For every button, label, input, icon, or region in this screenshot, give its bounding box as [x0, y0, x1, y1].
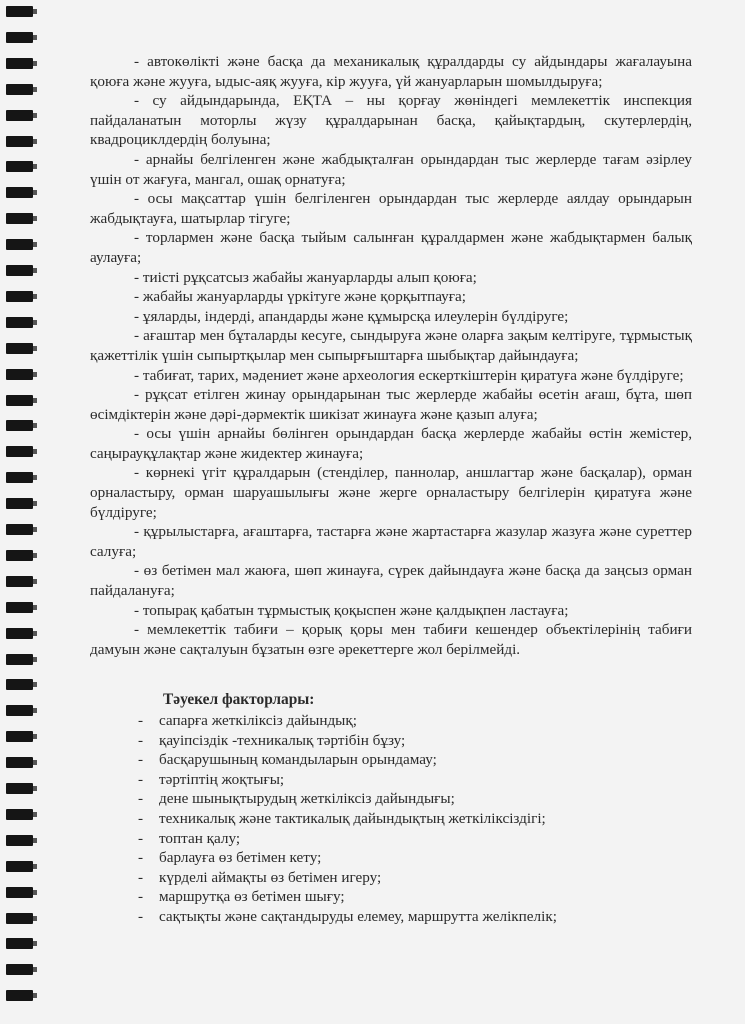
binding-hole [6, 731, 33, 742]
prohibition-item: - тиісті рұқсатсыз жабайы жануарларды алып қоюға; [134, 268, 477, 286]
bullet-dash: - [138, 712, 144, 729]
risk-factor-text: қауіпсіздік -техникалық тәртібін бұзу; [159, 731, 406, 749]
binding-hole [6, 524, 33, 535]
risk-factor-item [90, 809, 692, 829]
binding-hole [6, 679, 33, 690]
binding-hole [6, 628, 33, 639]
binding-hole [6, 938, 33, 949]
risk-factor-item [90, 789, 692, 809]
risk-factor-item [90, 907, 692, 927]
binding-hole [6, 705, 33, 716]
binding-hole [6, 317, 33, 328]
prohibition-item: - арнайы белгіленген және жабдықталған орындардан тыс жерлерде тағам әзірлеу үшін от жағуға, мангал, ошақ орнатуға; [90, 150, 692, 188]
bullet-dash: - [138, 809, 144, 827]
binding-hole [6, 213, 33, 224]
binding-hole [6, 576, 33, 587]
binding-hole [6, 861, 33, 872]
binding-hole [6, 187, 33, 198]
binding-hole [6, 110, 33, 121]
risk-factor-text: күрделі аймақты өз бетімен игеру; [159, 868, 382, 886]
risk-factor-item [90, 848, 692, 868]
binding-hole [6, 446, 33, 457]
prohibition-item: - осы мақсаттар үшін белгіленген орындардан тыс жерлерде аялдау орындарын жабдықтауға, шатырлар тігуге; [90, 190, 692, 227]
binding-hole [6, 420, 33, 431]
binding-hole [6, 84, 33, 95]
binding-hole [6, 395, 33, 406]
binding-hole [6, 369, 33, 380]
risk-factor-text: техникалық және тактикалық дайындықтың жеткіліксіздігі; [159, 809, 546, 827]
bullet-dash: - [138, 751, 144, 769]
binding-hole [6, 136, 33, 147]
prohibition-item: - көрнекі үгіт құралдарын (стендiлер, паннолар, аншлагтар және басқалар), орман орналастыру, орман шаруашылығы және жерге орналастыру белгілерін қиратуға және бүлдіруге; [90, 464, 692, 521]
binding-hole [6, 6, 33, 17]
prohibition-item: - ұяларды, індерді, апандарды және құмырсқа илеулерін бүлдіруге; [134, 307, 569, 325]
risk-factors-heading: Тәуекел факторлары: [163, 691, 315, 709]
binding-hole [6, 550, 33, 561]
binding-hole [6, 498, 33, 509]
binding-hole [6, 913, 33, 924]
bullet-dash: - [138, 849, 144, 867]
binding-hole [6, 654, 33, 665]
binding-hole [6, 602, 33, 613]
spiral-binding [0, 0, 40, 1024]
risk-factor-item [90, 829, 692, 849]
binding-hole [6, 58, 33, 69]
prohibition-item: - өз бетімен мал жаюға, шөп жинауға, сүрек дайындауға және басқа да заңсыз орман пайдалануға; [90, 562, 692, 600]
bullet-dash: - [138, 790, 144, 808]
risk-factor-text: топтан қалу; [159, 829, 241, 847]
risk-factor-item [90, 711, 692, 731]
risk-factor-text: дене шынықтырудың жеткіліксіз дайындығы; [159, 790, 455, 808]
risk-factors-list [90, 711, 692, 927]
prohibition-item: - осы үшін арнайы бөлінген орындардан басқа жерлерде жабайы өстін жемістер, саңырауқұлақтар және жидектер жинауға; [90, 425, 692, 462]
prohibition-item: - торлармен және басқа тыйым салынған құралдармен және жабдықтармен балық аулауға; [90, 229, 692, 266]
binding-hole [6, 757, 33, 768]
binding-hole [6, 472, 33, 483]
prohibition-item: - топырақ қабатын тұрмыстық қоқыспен және қалдықпен ластауға; [134, 601, 569, 619]
bullet-dash: - [138, 888, 144, 906]
risk-factor-text: басқарушының командыларын орындамау; [159, 751, 437, 769]
risk-factor-text: тәртіптің жоқтығы; [159, 770, 285, 788]
binding-hole [6, 239, 33, 250]
risk-factor-text: сақтықты және сақтандыруды елемеу, маршрутта желікпелік; [159, 907, 557, 925]
binding-hole [6, 887, 33, 898]
prohibition-item: - жабайы жануарларды үркітуге және қорқытпауға; [134, 288, 466, 306]
binding-hole [6, 809, 33, 820]
bullet-dash: - [138, 907, 144, 925]
binding-hole [6, 835, 33, 846]
prohibition-item: - ағаштар мен бұталарды кесуге, сындыруға және оларға зақым келтіруге, тұрмыстық қажеттілік үшін сыпыртқылар мен сыпырғыштарға шыбықтар дайындауға; [90, 327, 692, 364]
risk-factor-item [90, 731, 692, 751]
prohibition-item: - құрылыстарға, ағаштарға, тастарға және жартастарға жазулар жазуға және суреттер салуға; [90, 523, 692, 560]
prohibition-item: - табиғат, тарих, мәдениет және археология ескерткіштерін қиратуға және бүлдіруге; [134, 366, 684, 384]
prohibition-item: - су айдындарында, ЕҚТА – ны қорғау жөніндегі мемлекеттік инспекция пайдаланатын моторлы жүзу құралдарынан басқа, қайықтардың, скутерлердің, квадроциклдердің болуына; [90, 92, 692, 149]
binding-hole [6, 964, 33, 975]
bullet-dash: - [138, 770, 144, 788]
binding-hole [6, 343, 33, 354]
binding-hole [6, 291, 33, 302]
risk-factor-item [90, 868, 692, 888]
prohibition-item: - мемлекеттік табиғи – қорық қоры мен табиғи кешендер объектілерінің табиғи дамуын және сақталуын бұзатын өзге әрекеттерге жол берілмейді. [90, 621, 692, 658]
binding-hole [6, 32, 33, 43]
prohibition-list [90, 52, 692, 659]
risk-factor-text: сапарға жеткіліксіз дайындық; [159, 712, 357, 729]
bullet-dash: - [138, 731, 144, 749]
binding-hole [6, 990, 33, 1001]
binding-hole [6, 161, 33, 172]
risk-factor-item [90, 750, 692, 770]
risk-factor-item [90, 887, 692, 907]
prohibition-item: - рұқсат етілген жинау орындарынан тыс жерлерде жабайы өсетін ағаш, бұта, шөп өсімдіктерін және дәрі-дәрмектік шикізат жинауға және қазып алуға; [90, 386, 692, 423]
binding-hole [6, 265, 33, 276]
risk-factor-text: маршрутқа өз бетімен шығу; [159, 888, 345, 906]
prohibition-item: - автокөлікті және басқа да механикалық құралдарды су айдындары жағалауына қоюға және жууға, ыдыс-аяқ жууға, кір жууға, үй жануарларын шомылдыруға; [90, 53, 692, 90]
bullet-dash: - [138, 829, 144, 847]
document-page [90, 52, 692, 927]
bullet-dash: - [138, 868, 144, 886]
risk-factor-text: барлауға өз бетімен кету; [159, 849, 322, 867]
risk-factor-item [90, 770, 692, 790]
binding-hole [6, 783, 33, 794]
